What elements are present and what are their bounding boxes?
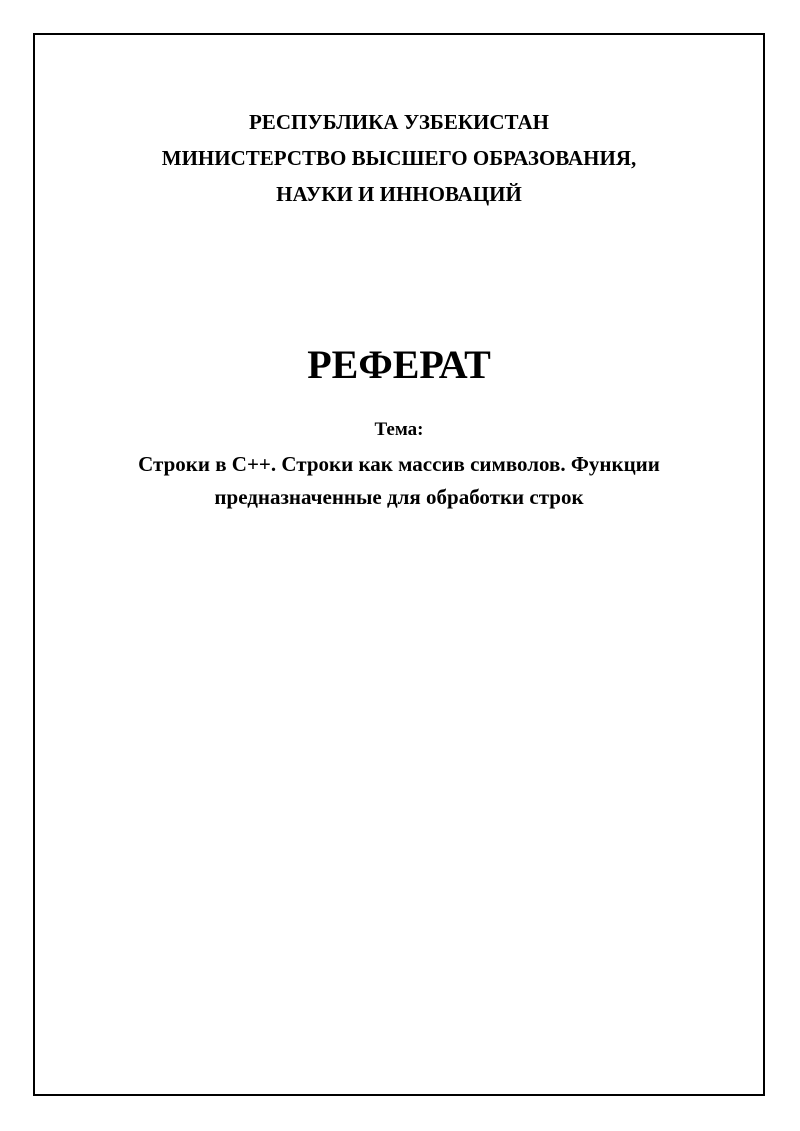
header-line-ministry: МИНИСТЕРСТВО ВЫСШЕГО ОБРАЗОВАНИЯ, bbox=[161, 146, 637, 170]
page-border-frame bbox=[33, 33, 765, 1096]
topic-text bbox=[35, 448, 763, 514]
topic-line-2: предназначенные для обработки строк bbox=[214, 485, 584, 509]
document-type-title: РЕФЕРАТ bbox=[307, 342, 491, 387]
ministry-header bbox=[35, 104, 763, 212]
topic-line-1: Строки в С++. Строки как массив символов. Функции bbox=[138, 452, 660, 476]
header-line-country: РЕСПУБЛИКА УЗБЕКИСТАН bbox=[248, 110, 550, 134]
header-line-ministry-cont: НАУКИ И ИННОВАЦИЙ bbox=[276, 182, 522, 206]
topic-label: Тема: bbox=[374, 419, 424, 440]
